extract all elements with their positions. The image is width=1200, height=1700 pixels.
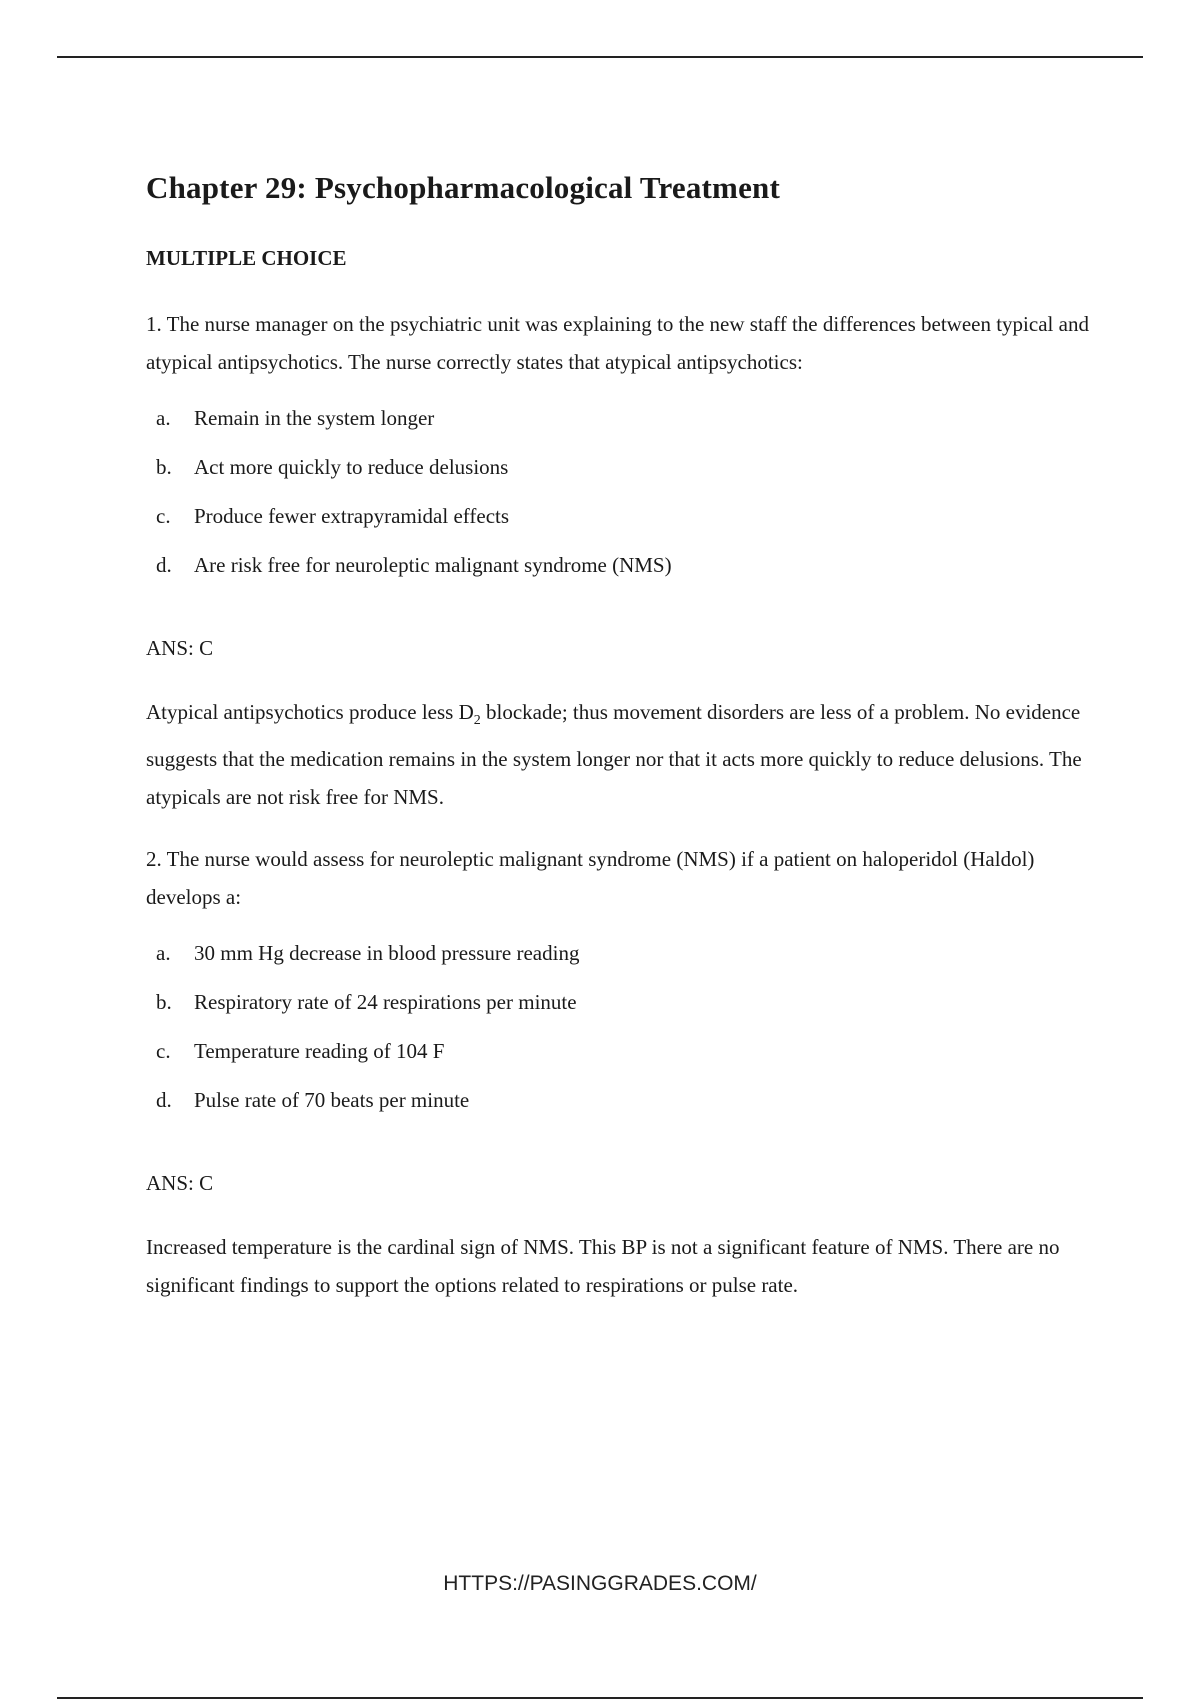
option-letter: c.: [156, 1039, 171, 1064]
top-rule: [57, 56, 1143, 58]
question-1-rationale: [146, 693, 1106, 816]
option-letter: d.: [156, 553, 172, 577]
option-text: Pulse rate of 70 beats per minute: [194, 1088, 470, 1113]
option: [146, 938, 1106, 987]
question-2-rationale: Increased temperature is the cardinal sign of NMS. This BP is not a significant feature of NMS. There are no significant findings to support the options related to respirations or pulse rate.: [146, 1235, 1060, 1298]
option: [146, 1036, 1106, 1085]
chapter-title: Chapter 29: Psychopharmacological Treatment: [146, 170, 780, 205]
option: [146, 550, 1106, 599]
option-letter: b.: [156, 455, 172, 479]
bottom-rule: [57, 1697, 1143, 1699]
option-text: Act more quickly to reduce delusions: [194, 455, 509, 479]
option: [146, 1085, 1106, 1134]
option-text: Remain in the system longer: [194, 406, 435, 430]
question-1-stem: 1. The nurse manager on the psychiatric unit was explaining to the new staff the differences between typical and atypical antipsychotics. The nurse correctly states that atypical antipsychotics:: [146, 312, 1089, 374]
option-letter: b.: [156, 990, 172, 1015]
option-text: Temperature reading of 104 F: [194, 1039, 445, 1064]
question-2-answer: ANS: C: [146, 1171, 214, 1196]
subscript: 2: [473, 713, 481, 729]
option-text: Respiratory rate of 24 respirations per minute: [194, 990, 577, 1015]
question-1-options: [146, 403, 1106, 599]
option-text: Are risk free for neuroleptic malignant syndrome (NMS): [194, 553, 672, 577]
option: [146, 501, 1106, 550]
option-letter: a.: [156, 941, 171, 966]
footer-url[interactable]: HTTPS://PASINGGRADES.COM/: [443, 1572, 757, 1595]
question-2-stem: 2. The nurse would assess for neuroleptic malignant syndrome (NMS) if a patient on haloperidol (Haldol) develops a:: [146, 847, 1035, 910]
rationale-text: Atypical antipsychotics produce less D: [146, 700, 474, 724]
question-1-answer: ANS: C: [146, 636, 214, 660]
option: [146, 403, 1106, 452]
question-2-options: [146, 938, 1106, 1134]
option-text: Produce fewer extrapyramidal effects: [194, 504, 510, 528]
option: [146, 452, 1106, 501]
section-heading: MULTIPLE CHOICE: [146, 246, 347, 270]
option-letter: d.: [156, 1088, 172, 1113]
option-letter: a.: [156, 406, 171, 430]
document-body: [146, 170, 1106, 1328]
option-letter: c.: [156, 504, 171, 528]
option: [146, 987, 1106, 1036]
rationale-text: blockade; thus movement disorders are less of a problem. No evidence suggests that the medication remains in the system longer nor that it acts more quickly to reduce delusions. The atypicals are not risk free for NMS.: [146, 700, 1082, 810]
option-text: 30 mm Hg decrease in blood pressure reading: [194, 941, 580, 966]
